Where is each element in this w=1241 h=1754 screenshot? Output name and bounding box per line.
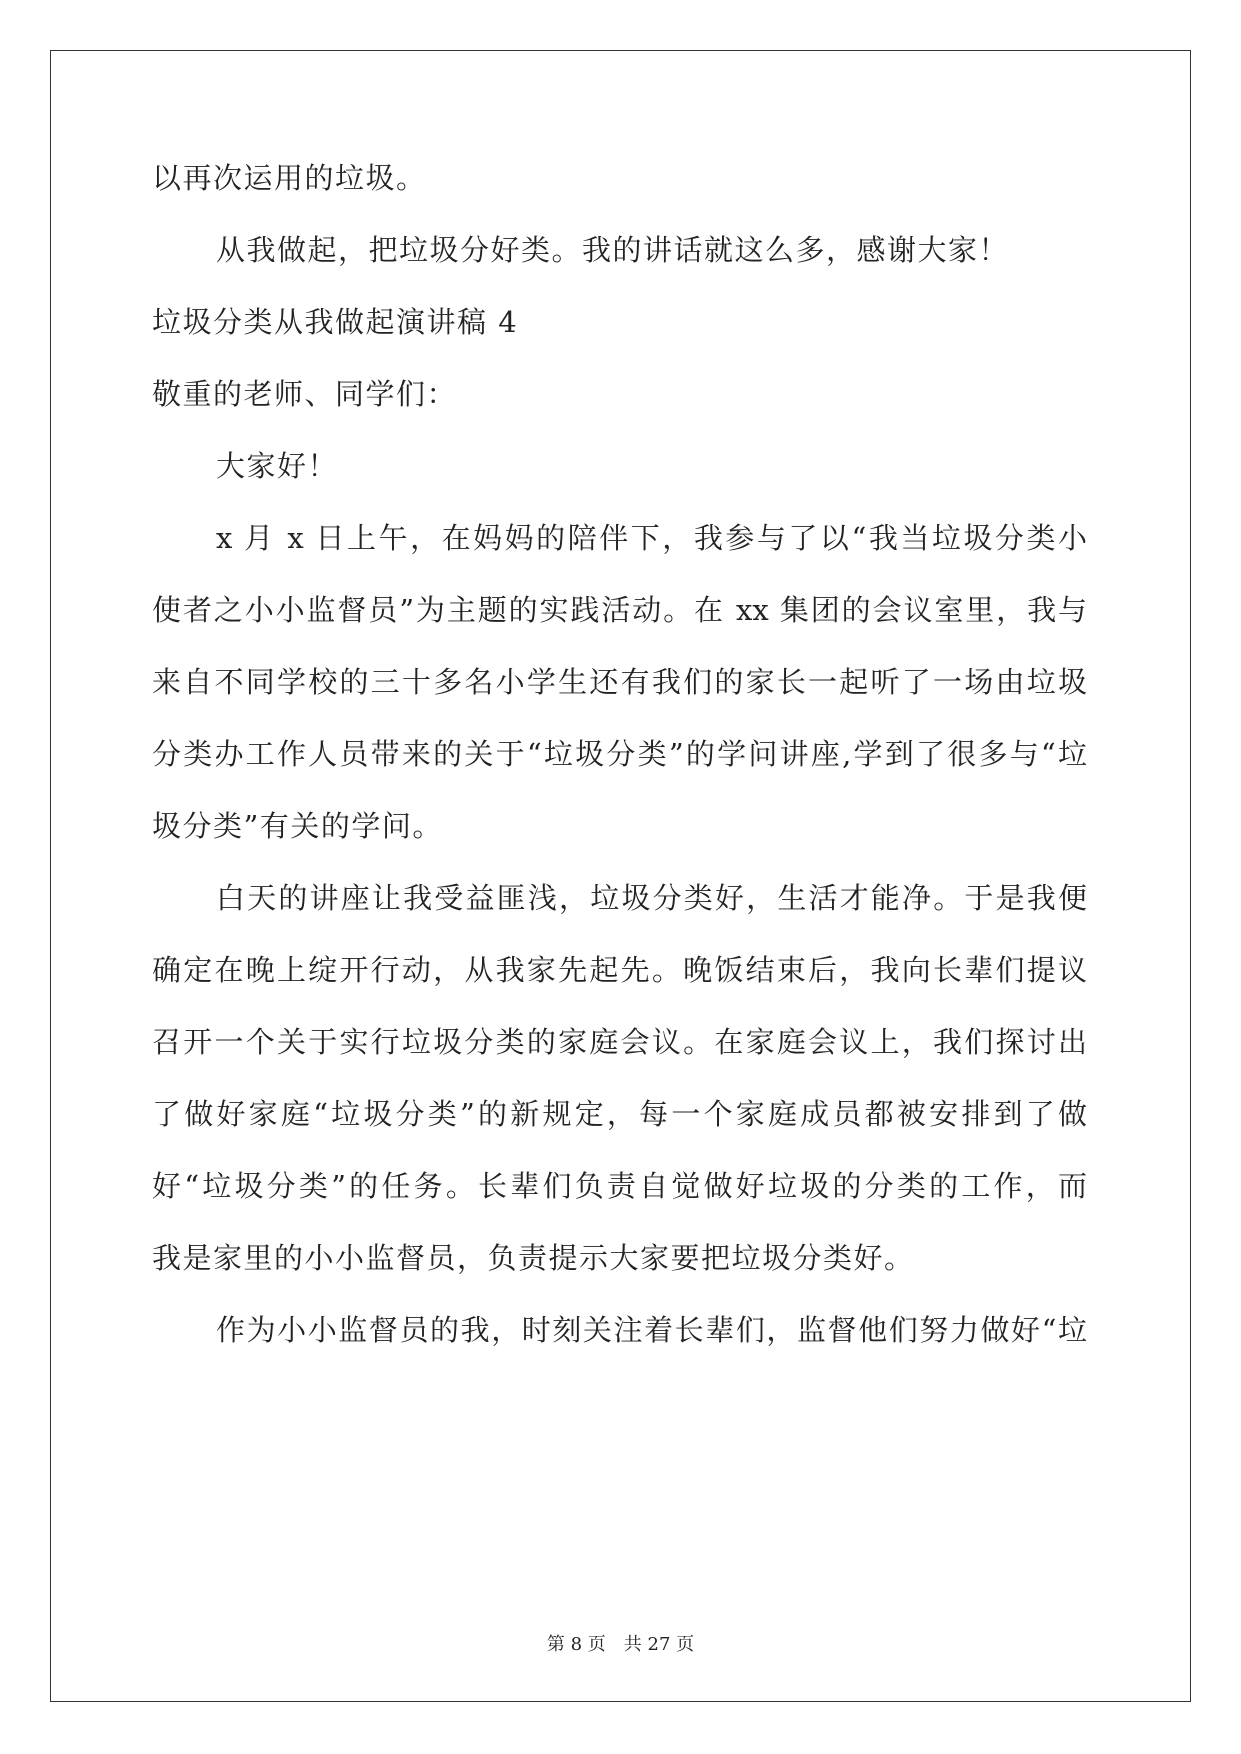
page-border [50,50,1191,1702]
paragraph-line: 召开一个关于实行垃圾分类的家庭会议。在家庭会议上，我们探讨出 [152,1025,1087,1059]
paragraph-line: 圾分类”有关的学问。 [152,809,443,843]
paragraph-line: 确定在晚上绽开行动，从我家先起先。晚饭结束后，我向长辈们提议 [152,953,1087,987]
greeting: 大家好！ [216,449,339,483]
paragraph-line: x 月 x 日上午，在妈妈的陪伴下，我参与了以“我当垃圾分类小 [216,521,1087,555]
paragraph-line: 我是家里的小小监督员，负责提示大家要把垃圾分类好。 [152,1241,915,1275]
paragraph-line: 了做好家庭“垃圾分类”的新规定，每一个家庭成员都被安排到了做 [152,1097,1087,1131]
page-number-footer: 第 8 页 共 27 页 [546,1634,695,1655]
paragraph-line: 来自不同学校的三十多名小学生还有我们的家长一起听了一场由垃圾 [152,665,1087,699]
paragraph-line: 从我做起，把垃圾分好类。我的讲话就这么多，感谢大家！ [216,233,1010,267]
paragraph-line: 以再次运用的垃圾。 [152,161,427,195]
section-heading: 垃圾分类从我做起演讲稿 4 [152,305,519,339]
paragraph-line: 作为小小监督员的我，时刻关注着长辈们，监督他们努力做好“垃 [216,1313,1087,1347]
paragraph-line: 分类办工作人员带来的关于“垃圾分类”的学问讲座,学到了很多与“垃 [152,737,1087,771]
paragraph-line: 使者之小小监督员”为主题的实践活动。在 xx 集团的会议室里，我与 [152,593,1087,627]
paragraph-line: 好“垃圾分类”的任务。长辈们负责自觉做好垃圾的分类的工作，而 [152,1169,1087,1203]
paragraph-line: 白天的讲座让我受益匪浅，垃圾分类好，生活才能净。于是我便 [216,881,1087,915]
salutation: 敬重的老师、同学们： [152,377,458,411]
